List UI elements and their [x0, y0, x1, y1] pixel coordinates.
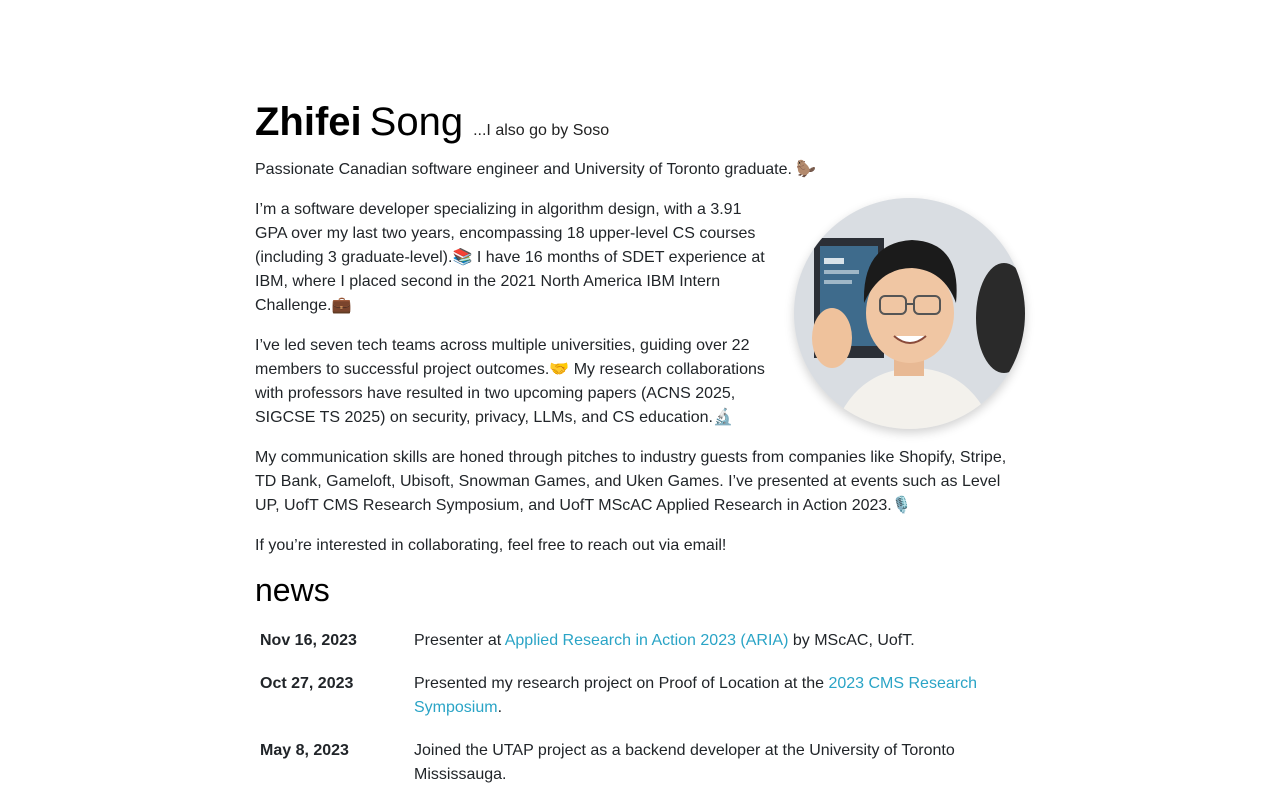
news-date: Oct 27, 2023 — [260, 675, 354, 692]
alias-note: ...I also go by Soso — [473, 122, 610, 139]
news-row — [255, 626, 1025, 669]
about-paragraph-4: If you’re interested in collaborating, feel free to reach out via email! — [255, 537, 727, 554]
news-description — [409, 736, 1025, 803]
news-text: Presenter at — [414, 632, 505, 649]
news-description — [409, 626, 1025, 669]
avatar — [794, 198, 1025, 429]
about-paragraph-1: I’m a software developer specializing in algorithm design, with a 3.91 GPA over my last two years, encompassing 18 upper-level CS courses (including 3 graduate-level).📚 I have 16 months of SDET experience at IBM, where I placed second in the 2021 North America IBM Intern Challenge.💼 — [255, 201, 765, 314]
news-date: May 8, 2023 — [260, 742, 349, 759]
news-date: Nov 16, 2023 — [260, 632, 357, 649]
about-paragraph-2: I’ve led seven tech teams across multiple universities, guiding over 22 members to successful project outcomes.🤝 My research collaborations with professors have resulted in two upcoming papers (ACNS 2025, SIGCSE TS 2025) on security, privacy, LLMs, and CS education.🔬 — [255, 337, 765, 426]
last-name: Song — [369, 100, 464, 144]
news-table — [255, 626, 1025, 803]
news-text: Joined the UTAP project as a backend developer at the University of Toronto Mississauga. — [414, 742, 955, 783]
news-text: by MScAC, UofT. — [788, 632, 915, 649]
news-row — [255, 736, 1025, 803]
news-row — [255, 669, 1025, 736]
news-description — [409, 669, 1025, 736]
news-link-aria[interactable]: Applied Research in Action 2023 (ARIA) — [504, 632, 789, 649]
first-name: Zhifei — [255, 100, 362, 144]
page-title — [255, 100, 609, 145]
news-text: . — [497, 699, 503, 716]
news-link-cms-symposium[interactable]: 2023 CMS Research Symposium — [414, 675, 977, 716]
news-heading: news — [255, 572, 330, 608]
tagline: Passionate Canadian software engineer and University of Toronto graduate. 🦫 — [255, 161, 817, 178]
profile-photo — [794, 198, 1025, 429]
news-text: Presented my research project on Proof of Location at the — [414, 675, 829, 692]
about-paragraph-3: My communication skills are honed through pitches to industry guests from companies like Shopify, Stripe, TD Bank, Gameloft, Ubisoft, Snowman Games, and Uken Games. I’ve presented at events such as Level UP, UofT CMS Research Symposium, and UofT MScAC Applied Research in Action 2023.🎙️ — [255, 449, 1007, 514]
